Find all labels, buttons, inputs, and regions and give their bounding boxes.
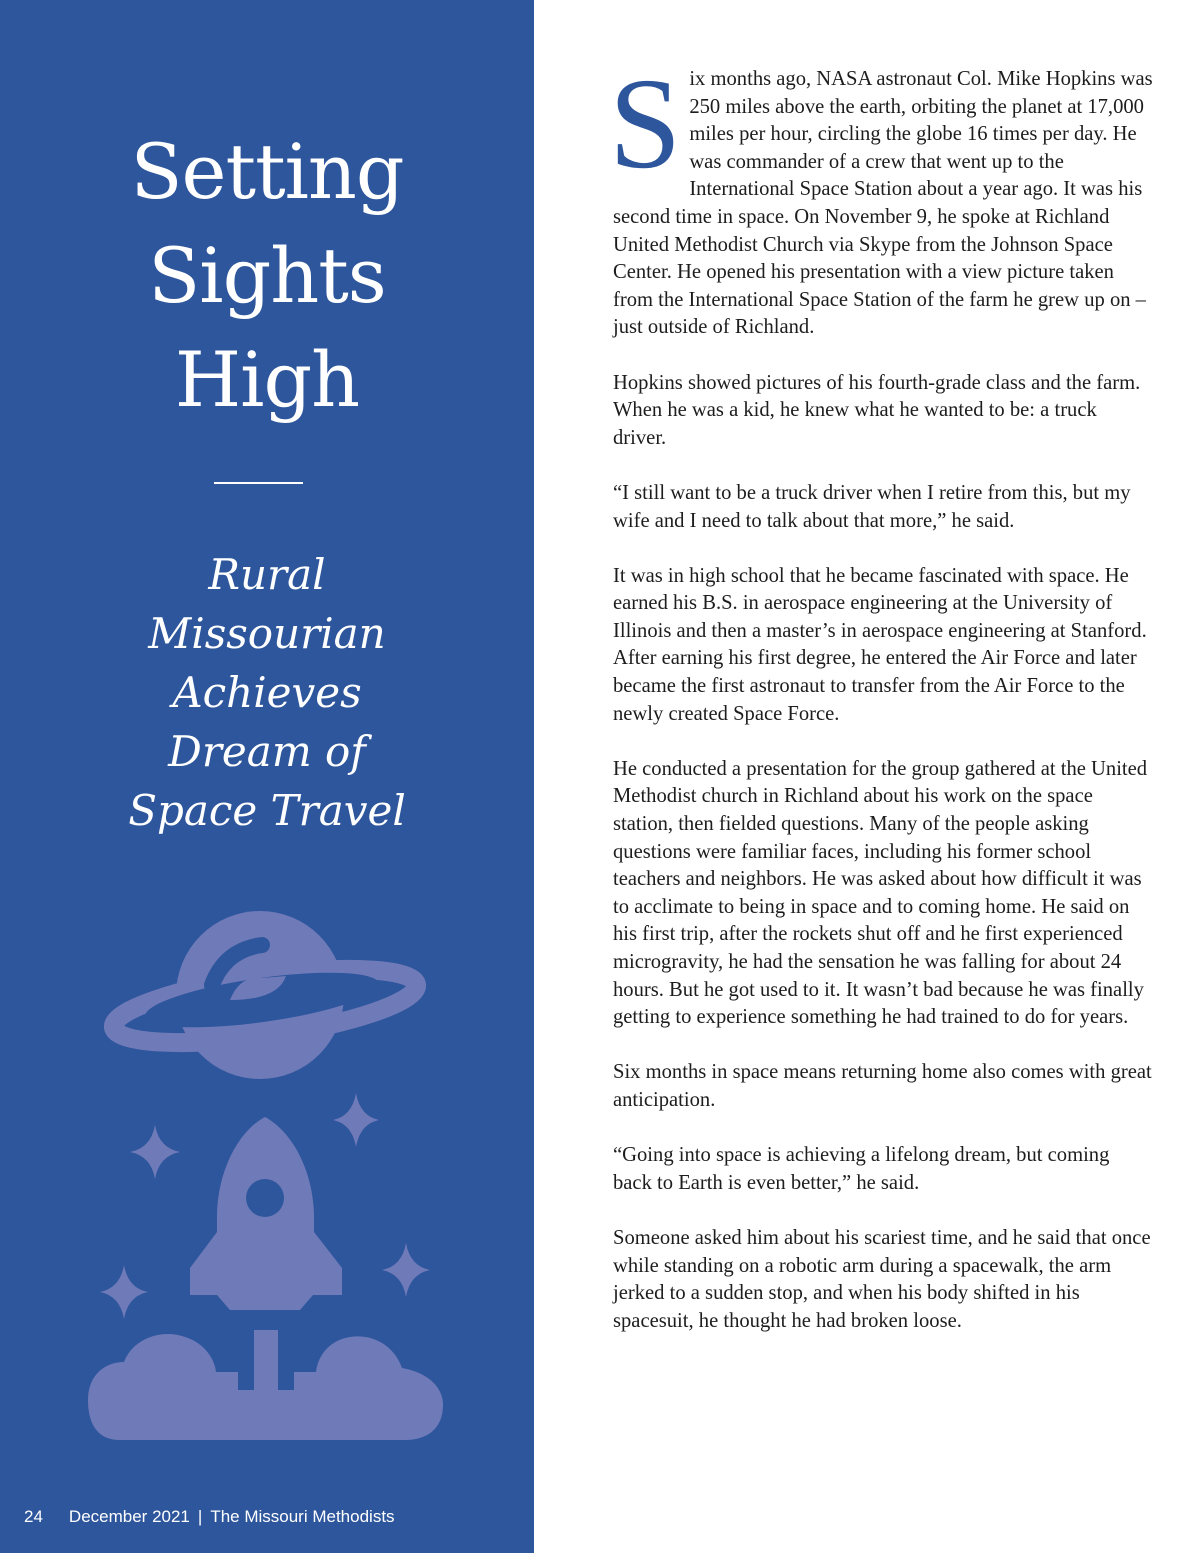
subtitle-line: Dream of [168,727,366,776]
article-paragraph: Someone asked him about his scariest time, and he said that once while standing on a robotic arm during a spacewalk, the arm jerked to a sudden stop, and when his body shifted in his spacesuit, he thought he had broken loose. [613,1226,1151,1332]
article-paragraph: He conducted a presentation for the group gathered at the United Methodist church in Richland about his work on the space station, then fielded questions. Many of the people asking questions were familiar faces, including his former school teachers and neighbors. He was asked about how difficult it was to acclimate to being in space and to coming home. He said on his first trip, after the rockets shut off and he first experienced microgravity, he had the sensation he was falling for about 24 hours. But he got used to it. It wasn’t bad because he was finally getting to experience something he had trained to do for years. [613,757,1148,1029]
sparkle-icon [382,1243,430,1297]
title-line: High [174,335,360,424]
rocket-icon [190,1117,342,1390]
subtitle-line: Achieves [172,668,362,717]
article-title [0,120,534,432]
footer-separator: | [197,1507,203,1526]
drop-cap: S [609,52,682,196]
title-line: Sights [148,231,386,320]
planet-icon [109,911,420,1079]
subtitle-line: Space Travel [128,786,406,835]
title-line: Setting [130,127,404,216]
article-subtitle [0,545,534,840]
paragraph-text: ix months ago, NASA astronaut Col. Mike Hopkins was 250 miles above the earth, orbiting the planet at 17,000 miles per hour, circling the globe 16 times per day. He was commander of a crew that went up to the International Space Station about a year ago. It was his second time in space. On November 9, he spoke at Richland United Methodist Church via Skype from the Johnson Space Center. He opened his presentation with a view picture taken from the International Space Station of the farm he grew up on – just outside of Richland. [613,68,1153,339]
page-footer [24,1507,395,1527]
sparkle-icon [333,1093,379,1147]
sidebar-panel [0,0,534,1553]
sparkle-icon [130,1125,180,1179]
title-divider [214,482,303,484]
article-paragraph: Six months in space means returning home also comes with great anticipation. [613,1061,1152,1111]
subtitle-line: Missourian [148,609,386,658]
article-paragraph [609,52,1153,342]
article-paragraph: Hopkins showed pictures of his fourth-grade class and the farm. When he was a kid, he knew what he wanted to be: a truck driver. [613,371,1141,449]
publication-name: The Missouri Methodists [210,1507,395,1526]
article-paragraph: “I still want to be a truck driver when I retire from this, but my wife and I need to talk about that more,” he said. [613,481,1131,532]
article-paragraph: It was in high school that he became fascinated with space. He earned his B.S. in aerospace engineering at the University of Illinois and then a master’s in aerospace engineering at Stanford. After earning his first degree, he entered the Air Force and later became the first astronaut to transfer from the Air Force to the newly created Space Force. [613,564,1147,725]
space-illustration [80,890,460,1450]
article-paragraph: “Going into space is achieving a lifelong dream, but coming back to Earth is even better,” he said. [613,1144,1110,1194]
article-body [609,52,1153,1363]
sparkle-icon [100,1265,148,1319]
issue-date: December 2021 [68,1507,190,1526]
page-number: 24 [24,1507,43,1526]
subtitle-line: Rural [208,550,326,599]
